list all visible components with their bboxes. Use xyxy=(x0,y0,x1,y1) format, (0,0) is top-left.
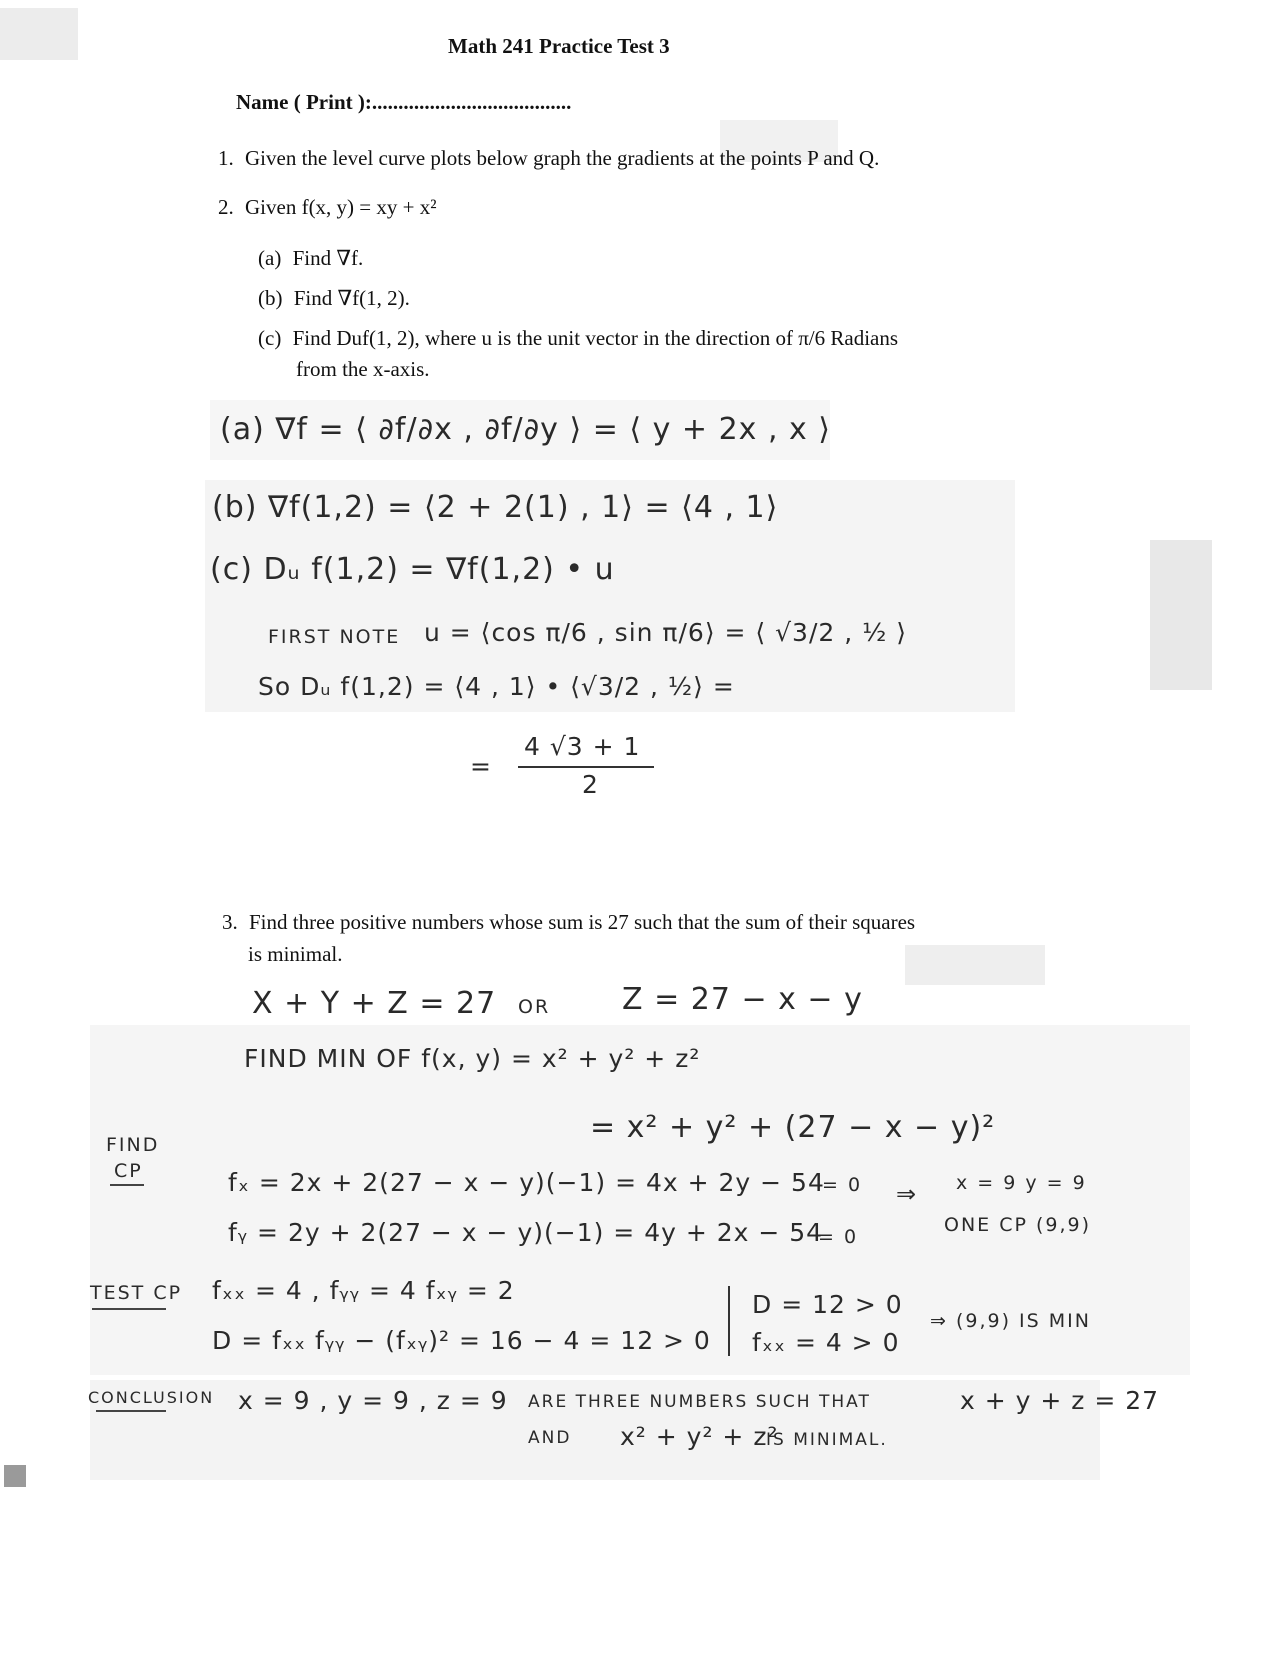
question-number: 3. xyxy=(222,910,238,934)
part-label: (c) xyxy=(258,326,282,350)
scan-artifact xyxy=(0,8,78,60)
critical-values: x = 9 y = 9 xyxy=(956,1172,1087,1194)
scan-artifact xyxy=(905,945,1045,985)
part-text: Find ∇f. xyxy=(292,246,364,270)
scan-artifact xyxy=(1150,540,1212,690)
conclusion-values: x = 9 , y = 9 , z = 9 xyxy=(238,1386,508,1415)
question-3-line2: is minimal. xyxy=(248,942,343,966)
part-label: (a) xyxy=(258,246,282,270)
question-number: 2. xyxy=(218,195,234,219)
note-label: FIRST NOTE xyxy=(268,626,401,648)
fx-equals-zero: = 0 xyxy=(822,1174,863,1196)
conclusion-text: ARE THREE NUMBERS SUCH THAT xyxy=(528,1392,871,1412)
question-text: Given f(x, y) = xy + x² xyxy=(245,195,437,219)
answer-numerator: 4 √3 + 1 xyxy=(524,732,641,761)
min-result: ⇒ (9,9) IS MIN xyxy=(930,1310,1091,1332)
solution-c: (c) Dᵤ f(1,2) = ∇f(1,2) • u xyxy=(210,552,615,587)
solution-a: (a) ∇f = ⟨ ∂f/∂x , ∂f/∂y ⟩ = ⟨ y + 2x , x ⟩ xyxy=(220,412,832,447)
constraint: X + Y + Z = 27 xyxy=(252,986,497,1021)
fy-equals-zero: = 0 xyxy=(818,1226,859,1248)
underline xyxy=(110,1184,144,1186)
substitution: = x² + y² + (27 − x − y)² xyxy=(590,1110,996,1145)
question-1 xyxy=(218,146,879,171)
equals-sign: = xyxy=(470,752,492,781)
page-title: Math 241 Practice Test 3 xyxy=(448,34,670,58)
one-critical-point: ONE CP (9,9) xyxy=(944,1214,1092,1236)
part-label: (b) xyxy=(258,286,283,310)
conclusion-squares: x² + y² + z² xyxy=(620,1422,779,1451)
scan-artifact xyxy=(4,1465,26,1487)
q2-part-b xyxy=(258,286,410,311)
conclusion-sum: x + y + z = 27 xyxy=(960,1386,1160,1415)
d-check: D = 12 > 0 xyxy=(752,1290,903,1319)
side-label-find: FIND xyxy=(106,1134,160,1156)
part-text: Find ∇f(1, 2). xyxy=(293,286,410,310)
discriminant: D = fₓₓ fᵧᵧ − (fₓᵧ)² = 16 − 4 = 12 > 0 xyxy=(212,1326,711,1355)
conclusion-and: AND xyxy=(528,1428,572,1448)
fxx-check: fₓₓ = 4 > 0 xyxy=(752,1328,900,1357)
question-text: Find three positive numbers whose sum is 27 such that the sum of their squares xyxy=(249,910,916,934)
q2-part-c-line2: from the x-axis. xyxy=(296,357,430,381)
second-derivatives: fₓₓ = 4 , fᵧᵧ = 4 fₓᵧ = 2 xyxy=(212,1276,515,1305)
name-field: Name ( Print ):...................................... xyxy=(236,90,572,114)
unit-vector-note: u = ⟨cos π/6 , sin π/6⟩ = ⟨ √3/2 , ½ ⟩ xyxy=(424,618,908,647)
underline xyxy=(92,1308,166,1310)
directional-derivative: So Dᵤ f(1,2) = ⟨4 , 1⟩ • ⟨√3/2 , ½⟩ = xyxy=(258,672,735,701)
partial-fx: fₓ = 2x + 2(27 − x − y)(−1) = 4x + 2y − 54 xyxy=(228,1168,825,1197)
divider-line xyxy=(728,1286,730,1356)
partial-fy: fᵧ = 2y + 2(27 − x − y)(−1) = 4y + 2x − 54 xyxy=(228,1218,824,1247)
question-number: 1. xyxy=(218,146,234,170)
solution-b: (b) ∇f(1,2) = ⟨2 + 2(1) , 1⟩ = ⟨4 , 1⟩ xyxy=(212,490,779,525)
answer-denominator: 2 xyxy=(582,770,599,799)
q2-part-a xyxy=(258,246,363,271)
z-expression: Z = 27 − x − y xyxy=(622,982,863,1017)
side-label-conclusion: CONCLUSION xyxy=(88,1388,215,1407)
question-text: Given the level curve plots below graph the gradients at the points P and Q. xyxy=(245,146,880,170)
conclusion-minimal: IS MINIMAL. xyxy=(766,1430,888,1450)
part-text: Find Duf(1, 2), where u is the unit vector in the direction of π/6 Radians xyxy=(292,326,899,350)
fraction-bar xyxy=(518,766,654,768)
question-2 xyxy=(218,195,437,220)
or-word: OR xyxy=(518,996,551,1018)
q2-part-c xyxy=(258,326,898,351)
brace-implies: ⇒ xyxy=(896,1180,918,1208)
question-3 xyxy=(222,910,915,935)
side-label-test-cp: TEST CP xyxy=(90,1282,183,1304)
find-min: FIND MIN OF f(x, y) = x² + y² + z² xyxy=(244,1044,701,1073)
side-label-cp: CP xyxy=(114,1160,143,1182)
underline xyxy=(96,1410,166,1412)
